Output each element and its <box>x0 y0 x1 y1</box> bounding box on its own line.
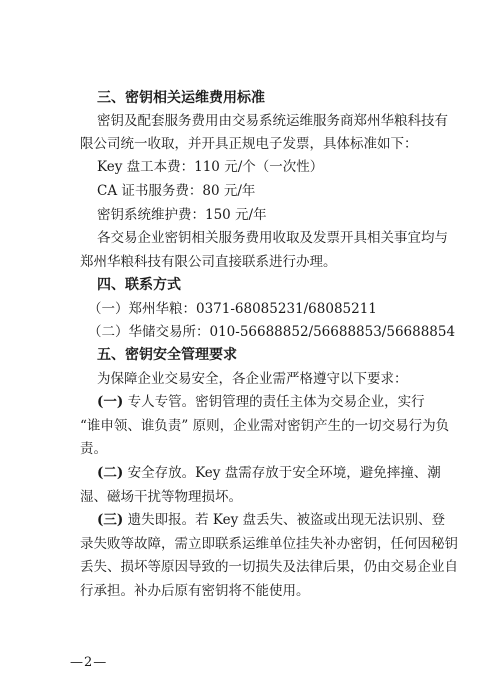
fee-key: Key 盘工本费：110 元/个（一次性） <box>97 159 324 175</box>
requirement-1-number: (一) <box>97 394 124 410</box>
section5-intro: 为保障企业交易安全，各企业需严格遵守以下要求： <box>97 371 408 387</box>
fee-ca: CA 证书服务费：80 元/年 <box>97 183 256 199</box>
fee-maintenance: 密钥系统维护费：150 元/年 <box>97 207 267 223</box>
requirement-3-line1 <box>97 510 445 530</box>
requirement-2-number: (二) <box>97 465 124 481</box>
requirement-2-line1 <box>97 463 441 483</box>
contact-huachu: （二）华储交易所：010-56688852/56688853/56688854 <box>88 324 456 340</box>
requirement-3-line3: 丢失、损坏等原因导致的一切损失及法律后果，仍由交易企业自 <box>80 559 458 575</box>
requirement-1-line2: “谁申领、谁负责” 原则，企业需对密钥产生的一切交易行为负 <box>80 418 450 434</box>
requirement-3-line4: 行承担。补办后原有密钥将不能使用。 <box>80 583 310 599</box>
page-number: —2— <box>70 655 108 670</box>
requirement-1-text: 专人专管。密钥管理的责任主体为交易企业，实行 <box>127 394 425 410</box>
section3-para1-line1: 密钥及配套服务费用由交易系统运维服务商郑州华粮科技有 <box>97 113 448 129</box>
requirement-1-line3: 责。 <box>80 441 107 457</box>
requirement-3-line2: 录失败等故障，需立即联系运维单位挂失补办密钥，任何因秘钥 <box>80 536 458 552</box>
contact-zhengzhou: （一）郑州华粮：0371-68085231/68085211 <box>88 301 377 317</box>
section5-title: 五、密钥安全管理要求 <box>97 347 237 363</box>
section3-para2-line2: 郑州华粮科技有限公司直接联系进行办理。 <box>80 254 337 270</box>
section4-title: 四、联系方式 <box>97 277 181 293</box>
requirement-2-text: 安全存放。Key 盘需存放于安全环境，避免摔撞、潮 <box>127 465 441 481</box>
section3-para1-line2: 限公司统一收取，并开具正规电子发票，具体标准如下： <box>80 136 418 152</box>
requirement-2-line2: 湿、磁场干扰等物理损坏。 <box>80 489 242 505</box>
requirement-3-text: 遗失即报。若 Key 盘丢失、被盗或出现无法识别、登 <box>127 512 445 528</box>
section3-title: 三、密钥相关运维费用标准 <box>97 90 265 106</box>
section3-para2-line1: 各交易企业密钥相关服务费用收取及发票开具相关事宜均与 <box>97 230 448 246</box>
requirement-3-number: (三) <box>97 512 124 528</box>
requirement-1-line1 <box>97 392 425 412</box>
